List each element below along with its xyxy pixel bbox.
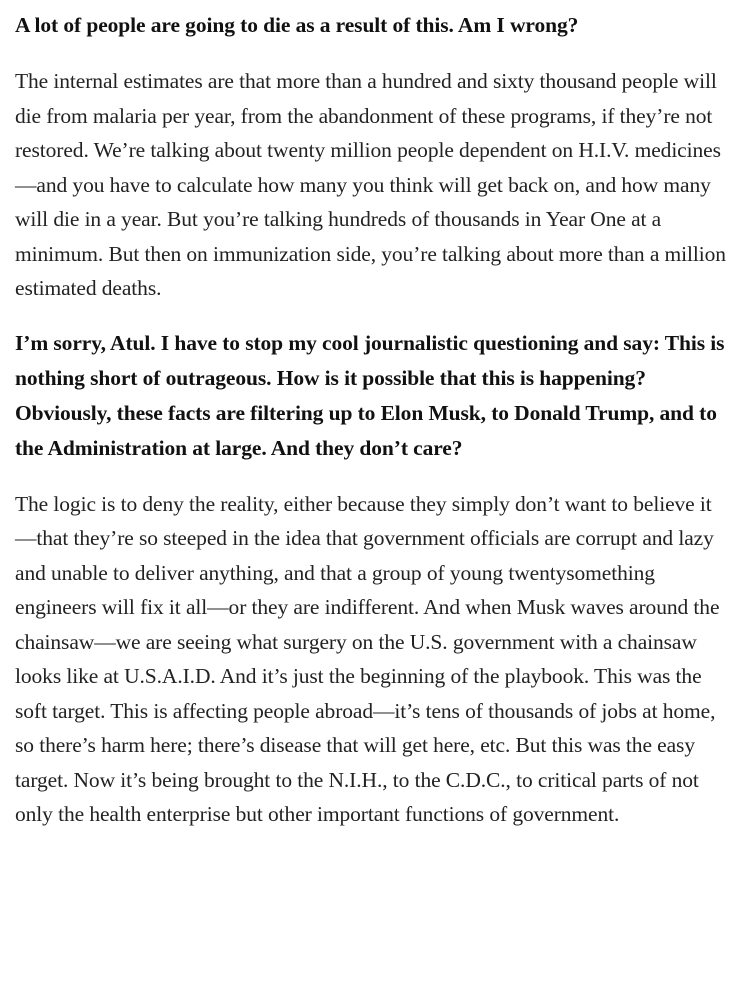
interview-question: I’m sorry, Atul. I have to stop my cool journalistic questioning and say: This is nothing short of outrageous. How is it possible that this is happening? Obviously, these facts are filtering up to Elon Musk, to Donald Trump, and to the Administration at large. And they don’t care? xyxy=(15,330,725,460)
interview-question: A lot of people are going to die as a result of this. Am I wrong? xyxy=(15,13,579,37)
qa-exchange-1 xyxy=(15,8,733,306)
interview-answer: The logic is to deny the reality, either because they simply don’t want to believe it—that they’re so steeped in the idea that government officials are corrupt and lazy and unable to deliver anything, and that a group of young twentysomething engineers will fix it all—or they are indifferent. And when Musk waves around the chainsaw—we are seeing what surgery on the U.S. government with a chainsaw looks like at U.S.A.I.D. And it’s just the beginning of the playbook. This was the soft target. This is affecting people abroad—it’s tens of thousands of jobs at home, so there’s harm here; there’s disease that will get here, etc. But this was the easy target. Now it’s being brought to the N.I.H., to the C.D.C., to critical parts of not only the health enterprise but other important functions of government. xyxy=(15,491,720,826)
qa-exchange-2 xyxy=(15,326,733,832)
article-body xyxy=(15,8,733,832)
interview-answer: The internal estimates are that more than a hundred and sixty thousand people will die from malaria per year, from the abandonment of these programs, if they’re not restored. We’re talking about twenty million people dependent on H.I.V. medicines—and you have to calculate how many you think will get back on, and how many will die in a year. But you’re talking hundreds of thousands in Year One at a minimum. But then on immunization side, you’re talking about more than a million estimated deaths. xyxy=(15,69,726,300)
